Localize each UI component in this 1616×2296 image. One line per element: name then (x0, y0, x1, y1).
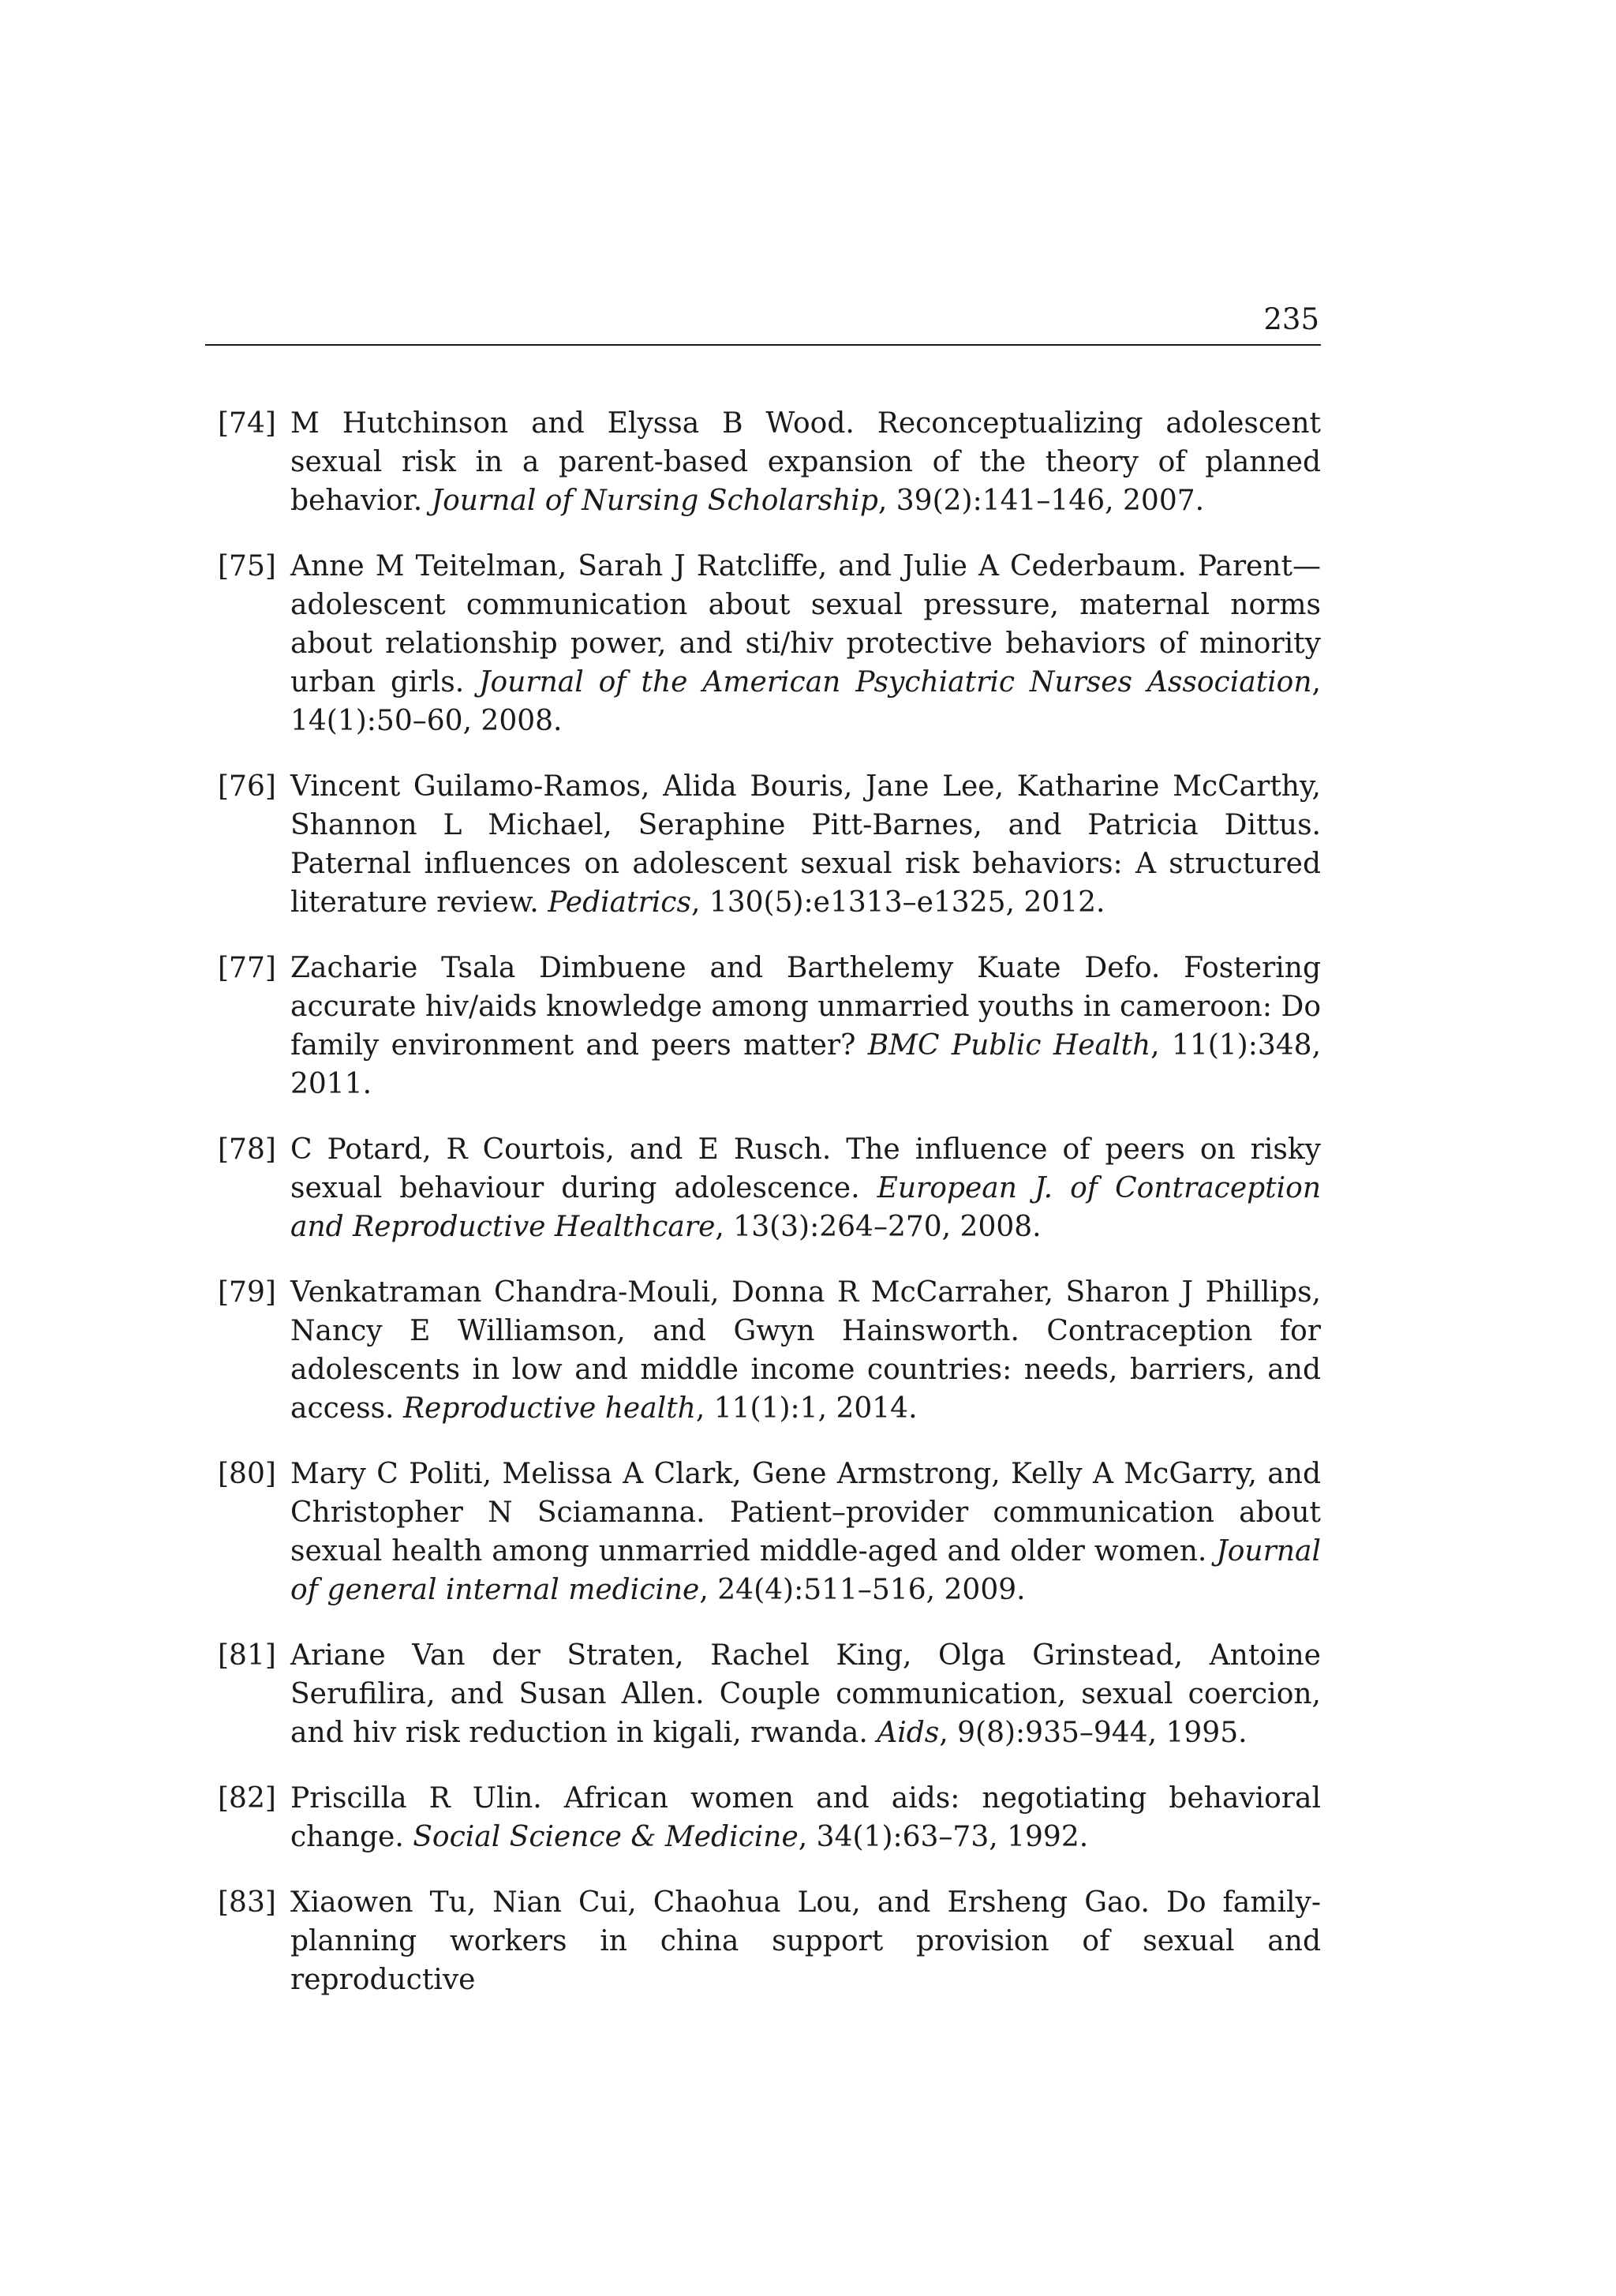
reference-item (218, 1779, 1321, 1856)
reference-label: [78] (218, 1133, 276, 1166)
reference-details: , 130(5):e1313–e1325, 2012. (690, 886, 1105, 919)
reference-text (290, 1636, 1321, 1752)
page-number: 235 (1263, 302, 1319, 336)
reference-label: [80] (218, 1458, 276, 1490)
reference-label: [81] (218, 1639, 276, 1672)
reference-text (290, 1455, 1321, 1609)
reference-item (218, 1273, 1321, 1428)
reference-authors-title: Xiaowen Tu, Nian Cui, Chaohua Lou, and Ersheng Gao. Do family-planning workers in china support provision of sexual and reproductive (290, 1886, 1321, 1996)
reference-text (290, 1130, 1321, 1246)
reference-venue: Journal of the American Psychiatric Nurses Association (479, 666, 1312, 699)
reference-venue: Aids (877, 1717, 940, 1749)
reference-item (218, 547, 1321, 740)
reference-text (290, 404, 1321, 520)
reference-authors-title: C Potard, R Courtois, and E Rusch. The influence of peers on risky sexual behaviour during adolescence. (290, 1133, 1321, 1204)
reference-authors-title: Mary C Politi, Melissa A Clark, Gene Armstrong, Kelly A McGarry, and Christopher N Sciamanna. Patient–provider communication about sexual health among unmarried middle-aged and older women. (290, 1458, 1321, 1567)
reference-authors-title: Ariane Van der Straten, Rachel King, Olga Grinstead, Antoine Serufilira, and Susan Allen. Couple communication, sexual coercion, and hiv risk reduction in kigali, rwanda. (290, 1639, 1321, 1749)
reference-venue: Journal of Nursing Scholarship (431, 485, 878, 517)
reference-venue: Pediatrics (548, 886, 691, 919)
reference-text (290, 547, 1321, 740)
reference-item (218, 767, 1321, 922)
reference-item (218, 1636, 1321, 1752)
reference-label: [82] (218, 1782, 276, 1815)
reference-venue: BMC Public Health (867, 1029, 1151, 1062)
reference-text (290, 1779, 1321, 1856)
reference-details: , 14(1):50–60, 2008. (290, 666, 1321, 737)
reference-authors-title: Priscilla R Ulin. African women and aids: negotiating behavioral change. (290, 1782, 1321, 1853)
reference-authors-title: Anne M Teitelman, Sarah J Ratcliffe, and Julie A Cederbaum. Parent—adolescent communication about sexual pressure, maternal norms about relationship power, and sti/hiv protective behaviors of minority urban girls. (290, 550, 1321, 699)
reference-authors-title: M Hutchinson and Elyssa B Wood. Reconceptualizing adolescent sexual risk in a parent-based expansion of the theory of planned behavior. (290, 407, 1321, 517)
reference-label: [77] (218, 952, 276, 984)
reference-venue: European J. of Contraception and Reproductive Healthcare (290, 1172, 1322, 1243)
reference-venue: Social Science & Medicine (413, 1821, 799, 1853)
reference-details: , 11(1):1, 2014. (695, 1392, 918, 1425)
reference-text (290, 1883, 1321, 1999)
reference-text (290, 767, 1321, 922)
reference-details: , 11(1):348, 2011. (290, 1029, 1322, 1100)
reference-text (290, 1273, 1321, 1428)
reference-authors-title: Zacharie Tsala Dimbuene and Barthelemy Kuate Defo. Fostering accurate hiv/aids knowledge among unmarried youths in cameroon: Do family environment and peers matter? (290, 952, 1321, 1062)
reference-item (218, 1130, 1321, 1246)
header-rule (205, 344, 1321, 346)
reference-authors-title: Vincent Guilamo-Ramos, Alida Bouris, Jane Lee, Katharine McCarthy, Shannon L Michael, Seraphine Pitt-Barnes, and Patricia Dittus. Paternal influences on adolescent sexual risk behaviors: A structured literature review. (290, 770, 1321, 919)
reference-label: [79] (218, 1276, 276, 1309)
reference-text (290, 949, 1321, 1103)
reference-venue: Reproductive health (402, 1392, 696, 1425)
reference-details: , 13(3):264–270, 2008. (715, 1211, 1042, 1243)
reference-label: [75] (218, 550, 276, 582)
reference-details: , 34(1):63–73, 1992. (798, 1821, 1089, 1853)
reference-item (218, 1883, 1321, 1999)
reference-label: [83] (218, 1886, 276, 1919)
reference-item (218, 949, 1321, 1103)
reference-label: [74] (218, 407, 276, 440)
reference-item (218, 1455, 1321, 1609)
reference-label: [76] (218, 770, 276, 803)
reference-item (218, 404, 1321, 520)
reference-details: , 9(8):935–944, 1995. (939, 1717, 1248, 1749)
reference-authors-title: Venkatraman Chandra-Mouli, Donna R McCarraher, Sharon J Phillips, Nancy E Williamson, and Gwyn Hainsworth. Contraception for adolescents in low and middle income countries: needs, barriers, and access. (290, 1276, 1321, 1425)
reference-list (218, 404, 1321, 1999)
reference-details: , 39(2):141–146, 2007. (877, 485, 1205, 517)
reference-venue: Journal of general internal medicine (290, 1535, 1321, 1606)
reference-details: , 24(4):511–516, 2009. (699, 1574, 1026, 1606)
